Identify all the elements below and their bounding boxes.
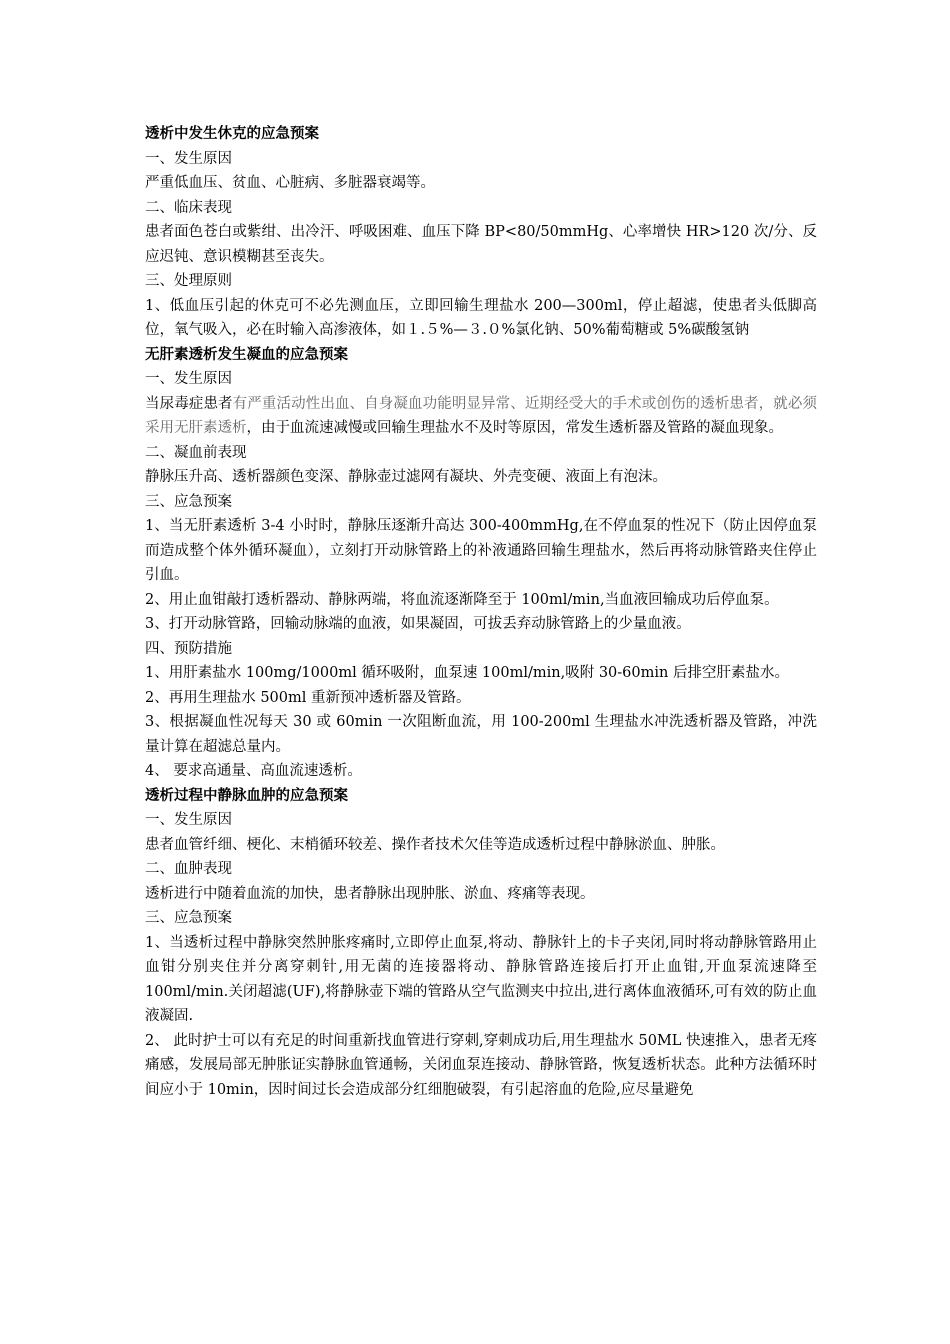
section-title-shock: 透析中发生休克的应急预案 <box>145 125 319 142</box>
subheading: 三、应急预案 <box>145 910 232 926</box>
paragraph-span: 当尿毒症患者 <box>145 395 233 412</box>
paragraph: 透析进行中随着血流的加快，患者静脉出现肿胀、淤血、疼痛等表现。 <box>145 885 595 902</box>
paragraph: 2、再用生理盐水 500ml 重新预冲透析器及管路。 <box>145 689 471 706</box>
paragraph: 患者血管纤细、梗化、末梢循环较差、操作者技术欠佳等造成透析过程中静脉淤血、肿胀。 <box>145 836 725 853</box>
paragraph: 严重低血压、贫血、心脏病、多脏器衰竭等。 <box>145 175 435 191</box>
paragraph: 4、 要求高通量、高血流速透析。 <box>145 763 362 779</box>
paragraph <box>145 392 817 441</box>
paragraph: 3、根据凝血性况每天 30 或 60min 一次阻断血流，用 100-200ml 生理盐水冲洗透析器及管路，冲洗量计算在超滤总量内。 <box>145 714 817 755</box>
subheading: 三、处理原则 <box>145 273 232 289</box>
paragraph: 患者面色苍白或紫绀、出冷汗、呼吸困难、血压下降 BP<80/50mmHg、心率增快 HR>120 次/分、反应迟钝、意识模糊甚至丧失。 <box>145 224 817 265</box>
subheading: 三、应急预案 <box>145 493 232 510</box>
subheading: 一、发生原因 <box>145 812 232 828</box>
paragraph: 3、打开动脉管路，回输动脉端的血液，如果凝固，可拔丢弃动脉管路上的少量血液。 <box>145 616 691 632</box>
subheading: 二、临床表现 <box>145 199 232 216</box>
subheading: 四、预防措施 <box>145 640 232 657</box>
paragraph: 静脉压升高、透析器颜色变深、静脉壶过滤网有凝块、外壳变硬、液面上有泡沫。 <box>145 469 667 485</box>
section-title-coagulation: 无肝素透析发生凝血的应急预案 <box>145 345 348 363</box>
gray-highlight-span: 有严重活动性出血、自身凝血功能明显异常、近期经受大的手术或创伤的透析患者，就必须采用无肝素透析 <box>145 395 818 436</box>
subheading: 二、凝血前表现 <box>145 444 247 461</box>
paragraph: 1、当透析过程中静脉突然肿胀疼痛时,立即停止血泵,将动、静脉针上的卡子夹闭,同时将动静脉管路用止血钳分别夹住并分离穿刺针,用无菌的连接器将动、静脉管路连接后打开止血钳,开血泵流速降至 100ml/min.关闭超滤(UF),将静脉壶下端的管路从空气监测夹中拉出,进行离体血液循环,可有效的防止血液凝固. <box>145 934 817 1024</box>
subheading: 一、发生原因 <box>145 150 232 167</box>
paragraph: 1、用肝素盐水 100mg/1000ml 循环吸附，血泵速 100ml/min,吸附 30-60min 后排空肝素盐水。 <box>145 665 789 681</box>
document-page <box>145 122 817 1102</box>
paragraph: 1、当无肝素透析 3-4 小时时，静脉压逐渐升高达 300-400mmHg,在不停血泵的性况下（防止因停血泵而造成整个体外循环凝血），立刻打开动脉管路上的补液通路回输生理盐水，然后再将动脉管路夹住停止引血。 <box>145 518 817 583</box>
paragraph-span: ，由于血流速减慢或回输生理盐水不及时等原因，常发生透析器及管路的凝血现象。 <box>246 420 783 436</box>
subheading: 二、血肿表现 <box>145 861 232 877</box>
section-title-hematoma: 透析过程中静脉血肿的应急预案 <box>145 786 348 804</box>
paragraph: 2、用止血钳敲打透析器动、静脉两端，将血流逐渐降至于 100ml/min,当血液回输成功后停血泵。 <box>145 591 779 608</box>
paragraph: 1、低血压引起的休克可不必先测血压，立即回输生理盐水 200—300ml，停止超滤，使患者头低脚高位，氧气吸入，必在时输入高渗液体，如１.５%—３.０%氯化钠、50%葡萄糖或 5%碳酸氢钠 <box>145 297 817 338</box>
paragraph: 2、 此时护士可以有充足的时间重新找血管进行穿刺,穿刺成功后,用生理盐水 50ML 快速推入，患者无疼痛感，发展局部无肿胀证实静脉血管通畅，关闭血泵连接动、静脉管路，恢复透析状态。此种方法循环时间应小于 10min，因时间过长会造成部分红细胞破裂，有引起溶血的危险,应尽量避免 <box>145 1032 817 1098</box>
subheading: 一、发生原因 <box>145 371 232 387</box>
